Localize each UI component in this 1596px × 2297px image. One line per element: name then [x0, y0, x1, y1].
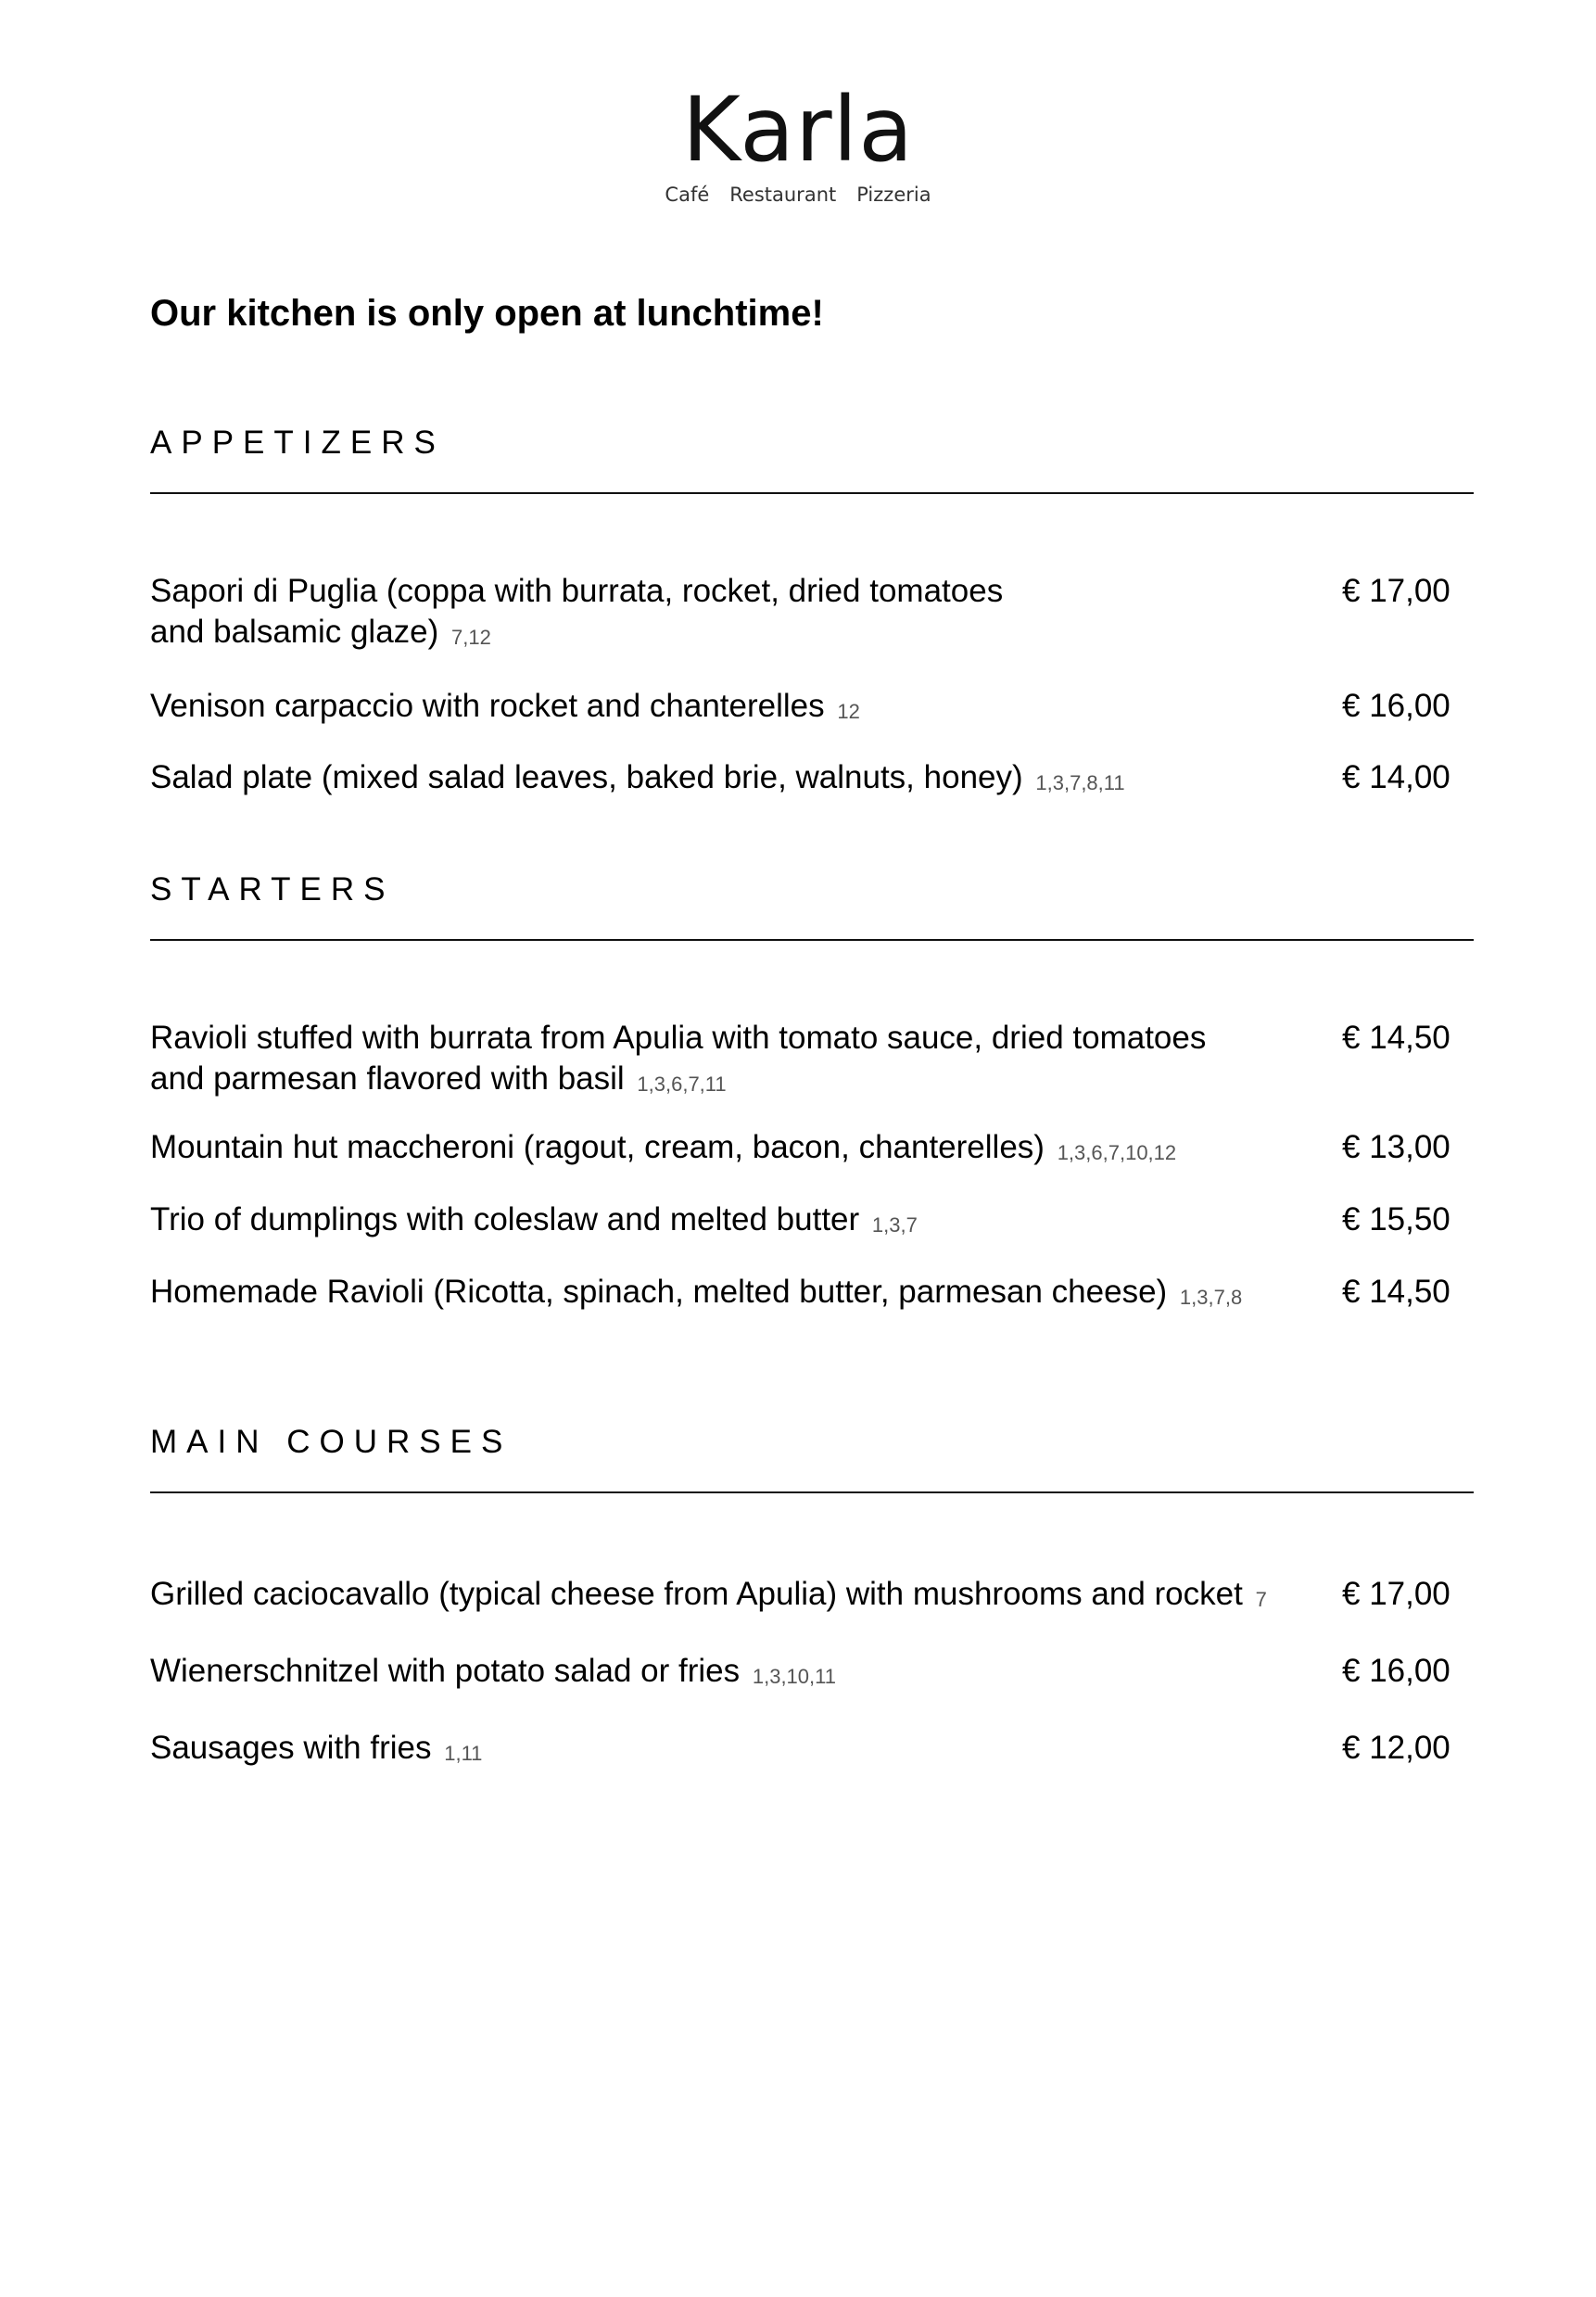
menu-item-description: [150, 1651, 1299, 1697]
allergen-codes: 1,3,10,11: [752, 1665, 836, 1688]
menu-item-price: € 12,00: [1342, 1730, 1450, 1766]
section-title-main-courses: MAIN COURSES: [150, 1424, 513, 1460]
menu-item-price: € 16,00: [1342, 688, 1450, 724]
menu-item-price: € 13,00: [1342, 1129, 1450, 1165]
menu-item-description: [150, 1199, 1299, 1246]
menu-item-price: € 14,50: [1342, 1274, 1450, 1310]
section-appetizers: [150, 426, 1474, 494]
section-main-courses: [150, 1426, 1474, 1493]
menu-item-price: € 17,00: [1342, 573, 1450, 609]
section-title-starters: STARTERS: [150, 871, 395, 907]
menu-item-sausages: [150, 1728, 1466, 1774]
menu-item-name: Mountain hut maccheroni (ragout, cream, bacon, chanterelles): [150, 1129, 1045, 1165]
brand-name: Karla: [681, 78, 915, 182]
menu-item-name: Sausages with fries: [150, 1730, 432, 1766]
menu-item-description: [150, 571, 1299, 658]
section-title-appetizers: APPETIZERS: [150, 425, 445, 461]
menu-item-description: [150, 1018, 1299, 1105]
menu-item-name-line1: Sapori di Puglia (coppa with burrata, rocket, dried tomatoes: [150, 573, 1004, 609]
menu-item-name: Wienerschnitzel with potato salad or fries: [150, 1653, 741, 1689]
menu-item-burrata-ravioli: [150, 1018, 1466, 1105]
menu-item-name: Grilled caciocavallo (typical cheese from Apulia) with mushrooms and rocket: [150, 1576, 1243, 1612]
menu-item-sapori-di-puglia: [150, 571, 1466, 658]
allergen-codes: 1,3,6,7,10,12: [1057, 1141, 1177, 1164]
menu-item-name: Trio of dumplings with coleslaw and melted butter: [150, 1201, 860, 1237]
allergen-codes: 12: [837, 700, 860, 723]
menu-item-description: [150, 686, 1299, 732]
menu-item-price: € 14,00: [1342, 759, 1450, 795]
menu-item-description: [150, 1272, 1299, 1318]
restaurant-logo: [0, 78, 1596, 206]
section-divider: [150, 1491, 1474, 1493]
menu-item-name-line2: and parmesan flavored with basil: [150, 1060, 625, 1097]
section-divider: [150, 492, 1474, 494]
menu-item-name: Homemade Ravioli (Ricotta, spinach, melted butter, parmesan cheese): [150, 1274, 1168, 1310]
allergen-codes: 1,3,7: [871, 1213, 918, 1237]
menu-item-name: Salad plate (mixed salad leaves, baked brie, walnuts, honey): [150, 759, 1023, 795]
menu-item-maccheroni: [150, 1127, 1466, 1174]
menu-item-caciocavallo: [150, 1574, 1466, 1620]
tagline-restaurant: Restaurant: [729, 184, 837, 206]
menu-item-description: [150, 1574, 1299, 1620]
menu-item-wienerschnitzel: [150, 1651, 1466, 1697]
allergen-codes: 7,12: [451, 626, 491, 649]
menu-item-price: € 17,00: [1342, 1576, 1450, 1612]
allergen-codes: 1,3,7,8: [1179, 1286, 1243, 1309]
kitchen-hours-notice: Our kitchen is only open at lunchtime!: [150, 293, 824, 334]
menu-item-homemade-ravioli: [150, 1272, 1466, 1318]
allergen-codes: 7: [1255, 1588, 1267, 1611]
allergen-codes: 1,3,7,8,11: [1035, 771, 1125, 794]
menu-item-name-line2: and balsamic glaze): [150, 614, 439, 650]
menu-item-dumplings: [150, 1199, 1466, 1246]
section-starters: [150, 873, 1474, 941]
menu-item-venison-carpaccio: [150, 686, 1466, 732]
menu-item-price: € 16,00: [1342, 1653, 1450, 1689]
menu-item-price: € 14,50: [1342, 1020, 1450, 1056]
allergen-codes: 1,11: [444, 1742, 483, 1765]
menu-item-salad-plate: [150, 757, 1466, 804]
menu-item-description: [150, 757, 1299, 804]
tagline-pizzeria: Pizzeria: [856, 184, 931, 206]
menu-item-price: € 15,50: [1342, 1201, 1450, 1237]
menu-item-name-line1: Ravioli stuffed with burrata from Apulia with tomato sauce, dried tomatoes: [150, 1020, 1207, 1056]
menu-item-description: [150, 1728, 1299, 1774]
menu-item-name: Venison carpaccio with rocket and chanterelles: [150, 688, 825, 724]
allergen-codes: 1,3,6,7,11: [637, 1072, 727, 1096]
tagline-cafe: Café: [665, 184, 710, 206]
menu-item-description: [150, 1127, 1299, 1174]
section-divider: [150, 939, 1474, 941]
brand-tagline: [665, 184, 931, 206]
